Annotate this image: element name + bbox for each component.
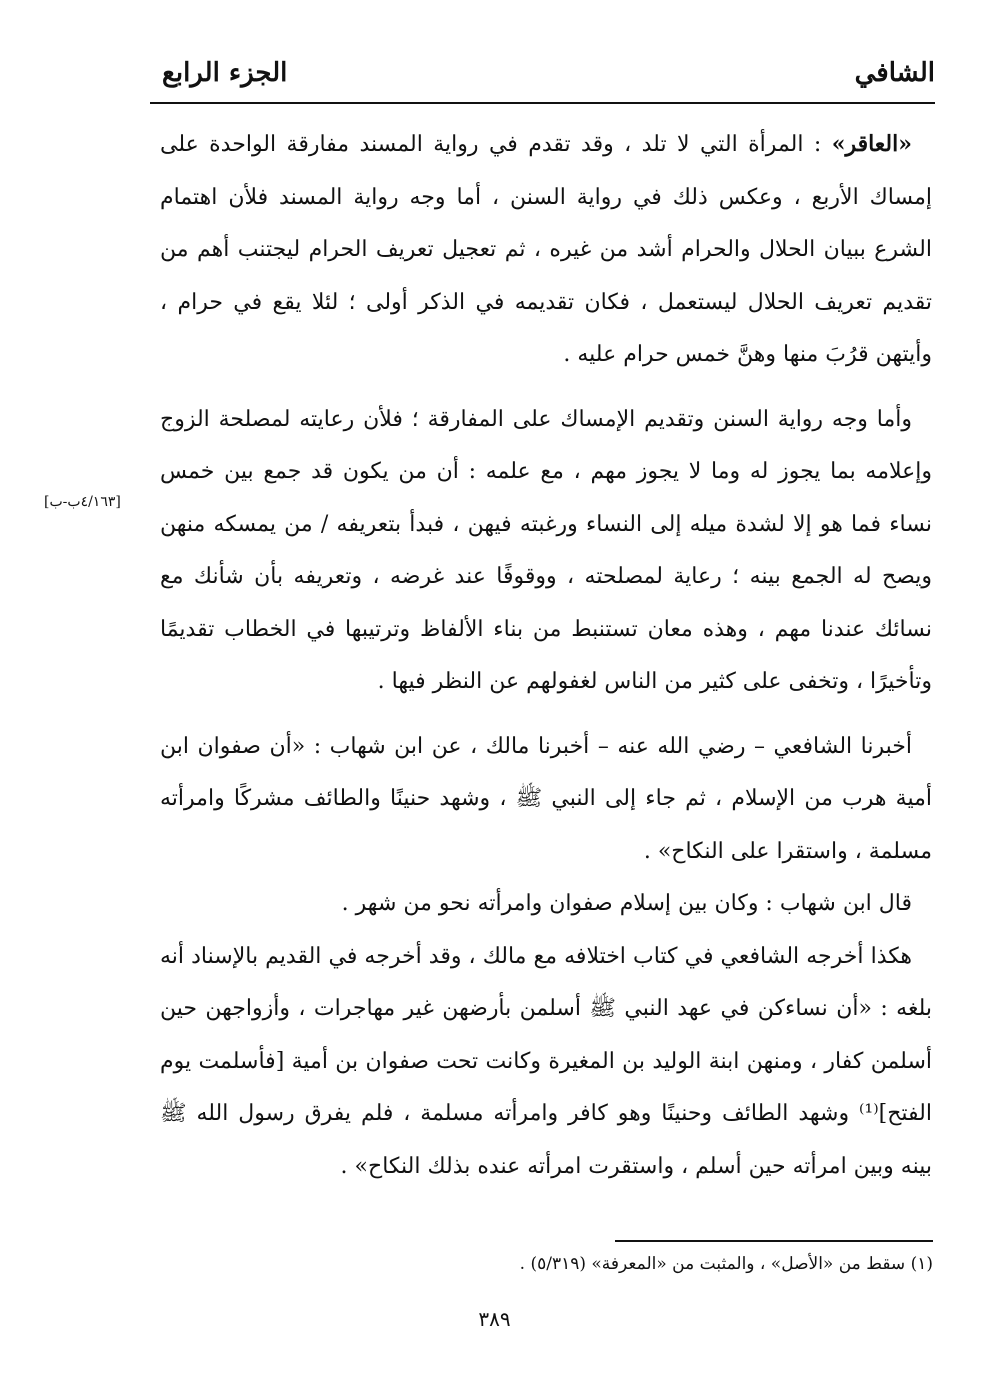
footnote-rule [615, 1240, 933, 1242]
page-number: ٣٨٩ [478, 1307, 511, 1331]
paragraph-2: وأما وجه رواية السنن وتقديم الإمساك على المفارقة ؛ فلأن رعايته لمصلحة الزوج وإعلامه بما يجوز له وما لا يجوز مهم ، مع علمه : أن من يكون قد جمع بين خمس نساء فما هو إلا لشدة ميله إلى النساء ورغبته فيهن ، فبدأ بتعريفه / من يمسكه منهن ويصح له الجمع بينه ؛ رعاية لمصلحته ، ووقوفًا عند غرضه ، وتعريفه بأن شأنك مع نسائك عندنا مهم ، وهذه معان تستنبط من بناء الألفاظ وترتيبها في الخطاب تقديمًا وتأخيرًا ، وتخفى على كثير من الناس لغفولهم عن النظر فيها . [160, 406, 933, 694]
volume-label: الجزء الرابع [162, 58, 288, 88]
paragraph-5: هكذا أخرجه الشافعي في كتاب اختلافه مع مالك ، وقد أخرجه في القديم بالإسناد أنه بلغه : «أن نساءكن في عهد النبي ﷺ أسلمن بأرضهن غير مهاجرات ، وأزواجهن حين أسلمن كفار ، ومنهن ابنة الوليد بن المغيرة وكانت تحت صفوان بن أمية [فأسلمت يوم الفتح]⁽¹⁾ وشهد الطائف وحنينًا وهو كافر وامرأته مسلمة ، فلم يفرق رسول الله ﷺ بينه وبين امرأته حين أسلم ، واستقرت امرأته عنده بذلك النكاح» . [160, 943, 932, 1179]
footnote: (١) سقط من «الأصل» ، والمثبت من «المعرفة» (٥/٣١٩) . [519, 1254, 933, 1274]
book-title: الشافي [854, 58, 935, 88]
manuscript-folio-note: [٤/١٦٣ب-ب] [44, 494, 121, 510]
paragraph-1 [160, 118, 932, 382]
paragraph-3: أخبرنا الشافعي – رضي الله عنه – أخبرنا مالك ، عن ابن شهاب : «أن صفوان ابن أمية هرب من الإسلام ، ثم جاء إلى النبي ﷺ ، وشهد حنينًا والطائف مشركًا وامرأته مسلمة ، واستقرا على النكاح» . [160, 733, 932, 864]
running-header [150, 58, 935, 92]
header-rule [150, 102, 935, 104]
main-text [160, 118, 932, 1193]
term-heading: «العاقر» [831, 131, 912, 157]
paragraph-1-text: : المرأة التي لا تلد ، وقد تقدم في رواية المسند مفارقة الواحدة على إمساك الأربع ، وعكس ذلك في رواية السنن ، أما وجه رواية المسند فلأن اهتمام الشرع ببيان الحلال والحرام أشد من غيره ، ثم تعجيل تعريف الحرام ليجتنب أهم من تقديم تعريف الحلال ليستعمل ، فكان تقديمه في الذكر أولى ؛ لئلا يقع في حرام ، وأيتهن قرُبَ منها وهنَّ خمس حرام عليه . [160, 132, 932, 367]
paragraph-4: قال ابن شهاب : وكان بين إسلام صفوان وامرأته نحو من شهر . [341, 891, 912, 916]
